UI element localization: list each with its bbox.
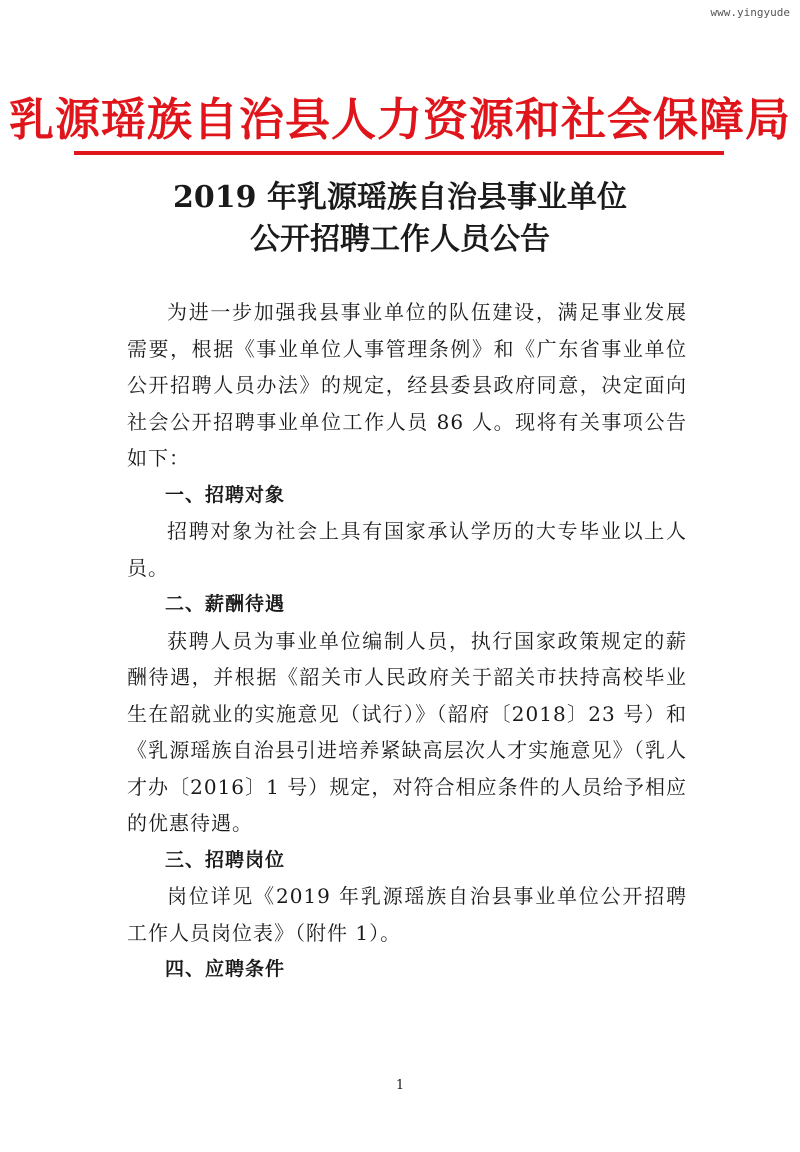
section-heading-positions: 三、招聘岗位	[165, 848, 286, 871]
intro-paragraph: 为进一步加强我县事业单位的队伍建设，满足事业发展需要，根据《事业单位人事管理条例》和《广东省事业单位公开招聘人员办法》的规定，经县委县政府同意，决定面向社会公开招聘事业单位工作人员 86 人。现将有关事项公告如下：	[127, 300, 687, 470]
document-title	[0, 178, 800, 260]
section-body-positions: 岗位详见《2019 年乳源瑶族自治县事业单位公开招聘工作人员岗位表》（附件 1）。	[127, 884, 687, 945]
document-title-line-1: 2019 年乳源瑶族自治县事业单位	[173, 180, 627, 215]
section-body-salary: 获聘人员为事业单位编制人员，执行国家政策规定的薪酬待遇，并根据《韶关市人民政府关于韶关市扶持高校毕业生在韶就业的实施意见（试行）》（韶府〔2018〕23 号）和《乳源瑶族自治县引进培养紧缺高层次人才实施意见》（乳人才办〔2016〕1 号）规定，对符合相应条件的人员给予相应的优惠待遇。	[127, 628, 687, 835]
section-body-recruitment-target: 招聘对象为社会上具有国家承认学历的大专毕业以上人员。	[127, 519, 687, 580]
section-heading-recruitment-target: 一、招聘对象	[165, 483, 286, 506]
section-heading-salary: 二、薪酬待遇	[165, 593, 286, 615]
letterhead-red-rule	[74, 151, 724, 155]
page-number: 1	[395, 1078, 405, 1093]
document-body	[127, 294, 687, 988]
section-heading-requirements: 四、应聘条件	[165, 958, 286, 980]
document-title-line-2: 公开招聘工作人员公告	[250, 222, 550, 257]
letterhead-title: 乳源瑶族自治县人力资源和社会保障局	[8, 93, 791, 146]
watermark-text: www.yingyude	[710, 6, 790, 19]
